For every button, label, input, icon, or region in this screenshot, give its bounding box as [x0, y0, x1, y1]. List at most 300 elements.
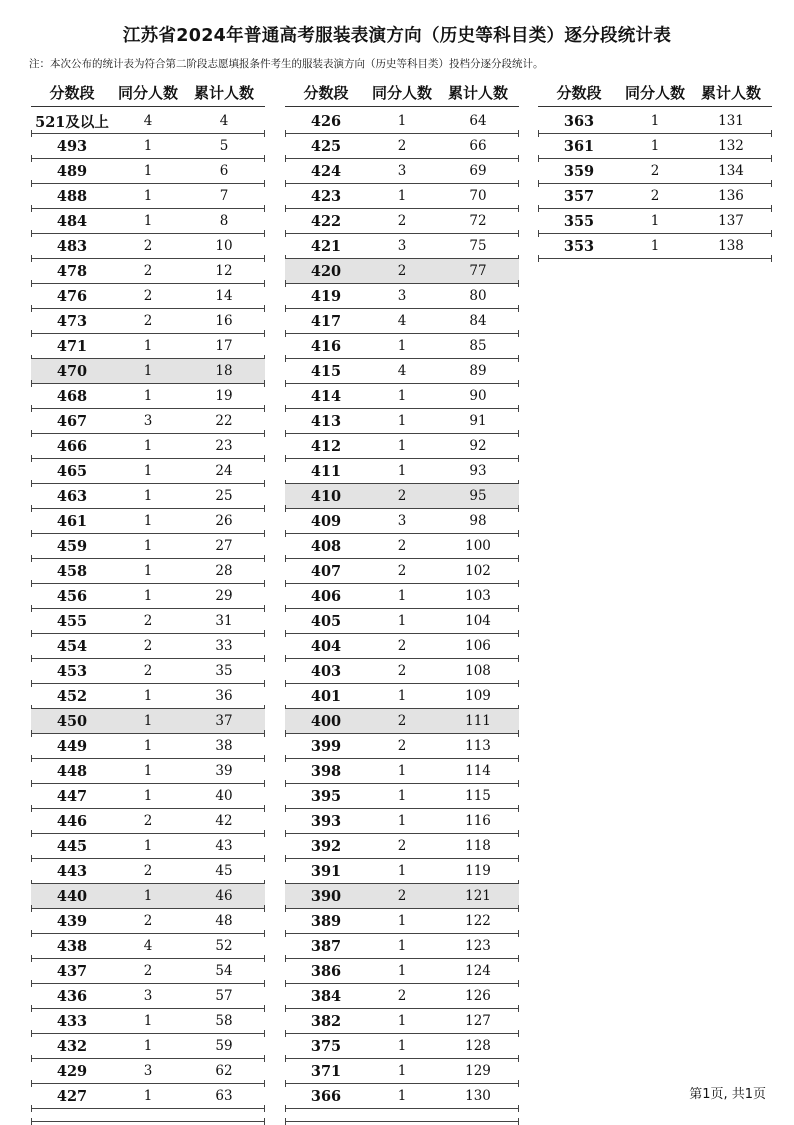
score-cell: 458 [56, 562, 88, 580]
same-count-cell: 1 [143, 488, 153, 504]
table-row [285, 384, 519, 409]
table-column-1 [31, 78, 265, 1122]
cumulative-cell: 10 [215, 238, 233, 254]
table-row [31, 334, 265, 359]
same-count-cell: 1 [397, 1038, 407, 1054]
cumulative-cell: 6 [219, 163, 229, 179]
score-cell: 447 [56, 787, 88, 805]
cumulative-cell: 42 [215, 813, 233, 829]
table-row [31, 259, 265, 284]
table-row [31, 984, 265, 1009]
header-cumulative: 累计人数 [193, 83, 254, 102]
cumulative-cell: 137 [718, 213, 744, 229]
score-cell: 488 [56, 187, 88, 205]
cumulative-cell: 102 [465, 563, 491, 579]
score-cell: 420 [310, 262, 342, 280]
header-score: 分数段 [556, 83, 602, 102]
cumulative-cell: 128 [465, 1038, 491, 1054]
score-cell: 410 [310, 487, 342, 505]
same-count-cell: 1 [143, 838, 153, 854]
table-row [285, 159, 519, 184]
table-row [285, 309, 519, 334]
header-same-count: 同分人数 [371, 83, 432, 102]
same-count-cell: 2 [143, 663, 153, 679]
same-count-cell: 2 [397, 488, 407, 504]
same-count-cell: 1 [397, 1063, 407, 1079]
score-cell: 392 [310, 837, 342, 855]
score-cell: 493 [56, 137, 88, 155]
same-count-cell: 1 [397, 863, 407, 879]
table-row [538, 134, 772, 159]
table-row [31, 1034, 265, 1059]
same-count-cell: 1 [143, 538, 153, 554]
cumulative-cell: 75 [469, 238, 487, 254]
same-count-cell: 2 [397, 838, 407, 854]
same-count-cell: 1 [397, 913, 407, 929]
score-cell: 355 [563, 212, 595, 230]
cumulative-cell: 27 [215, 538, 233, 554]
table-row [31, 309, 265, 334]
score-cell: 429 [56, 1062, 88, 1080]
same-count-cell: 1 [143, 138, 153, 154]
score-cell: 445 [56, 837, 88, 855]
score-cell: 391 [310, 862, 342, 880]
score-cell: 359 [563, 162, 595, 180]
cumulative-cell: 100 [465, 538, 491, 554]
score-cell: 449 [56, 737, 88, 755]
table-row [31, 659, 265, 684]
table-row [31, 184, 265, 209]
table-row [285, 609, 519, 634]
table-row [31, 359, 265, 384]
cumulative-cell: 104 [465, 613, 491, 629]
table-row [31, 734, 265, 759]
cumulative-cell: 23 [215, 438, 233, 454]
same-count-cell: 3 [397, 513, 407, 529]
score-cell: 411 [310, 462, 342, 480]
cumulative-cell: 54 [215, 963, 233, 979]
same-count-cell: 1 [143, 763, 153, 779]
same-count-cell: 2 [397, 138, 407, 154]
same-count-cell: 1 [143, 1013, 153, 1029]
table-row [31, 284, 265, 309]
table-row [31, 409, 265, 434]
same-count-cell: 1 [143, 338, 153, 354]
table-row [31, 459, 265, 484]
score-cell: 467 [56, 412, 88, 430]
cumulative-cell: 59 [215, 1038, 233, 1054]
same-count-cell: 2 [397, 663, 407, 679]
same-count-cell: 1 [143, 888, 153, 904]
same-count-cell: 1 [143, 788, 153, 804]
score-cell: 387 [310, 937, 342, 955]
table-rows [31, 109, 265, 1122]
cumulative-cell: 4 [219, 113, 229, 129]
score-cell: 448 [56, 762, 88, 780]
cumulative-cell: 64 [469, 113, 487, 129]
cumulative-cell: 109 [465, 688, 491, 704]
same-count-cell: 2 [143, 913, 153, 929]
same-count-cell: 1 [143, 738, 153, 754]
score-cell: 386 [310, 962, 342, 980]
same-count-cell: 1 [143, 688, 153, 704]
cumulative-cell: 33 [215, 638, 233, 654]
table-row [31, 109, 265, 134]
table-end-rule [31, 1109, 265, 1122]
table-row [538, 109, 772, 134]
cumulative-cell: 24 [215, 463, 233, 479]
cumulative-cell: 84 [469, 313, 487, 329]
same-count-cell: 1 [397, 613, 407, 629]
score-cell: 433 [56, 1012, 88, 1030]
score-cell: 468 [56, 387, 88, 405]
score-cell: 425 [310, 137, 342, 155]
cumulative-cell: 43 [215, 838, 233, 854]
table-row [31, 234, 265, 259]
table-row [31, 634, 265, 659]
score-cell: 371 [310, 1062, 342, 1080]
header-score: 分数段 [49, 83, 95, 102]
table-row [285, 809, 519, 834]
score-cell: 437 [56, 962, 88, 980]
table-end-rule [285, 1109, 519, 1122]
table-row [31, 584, 265, 609]
table-row [285, 784, 519, 809]
table-row [285, 459, 519, 484]
same-count-cell: 2 [143, 638, 153, 654]
table-row [31, 709, 265, 734]
same-count-cell: 2 [143, 613, 153, 629]
cumulative-cell: 58 [215, 1013, 233, 1029]
score-cell: 424 [310, 162, 342, 180]
same-count-cell: 2 [143, 263, 153, 279]
score-cell: 384 [310, 987, 342, 1005]
cumulative-cell: 89 [469, 363, 487, 379]
table-row [285, 234, 519, 259]
table-row [31, 809, 265, 834]
score-cell: 476 [56, 287, 88, 305]
cumulative-cell: 7 [219, 188, 229, 204]
same-count-cell: 1 [397, 413, 407, 429]
same-count-cell: 1 [397, 1088, 407, 1104]
cumulative-cell: 31 [215, 613, 233, 629]
same-count-cell: 1 [143, 463, 153, 479]
table-row [31, 534, 265, 559]
same-count-cell: 2 [397, 638, 407, 654]
cumulative-cell: 18 [215, 363, 233, 379]
cumulative-cell: 38 [215, 738, 233, 754]
same-count-cell: 2 [143, 863, 153, 879]
score-cell: 366 [310, 1087, 342, 1105]
table-row [538, 159, 772, 184]
score-cell: 395 [310, 787, 342, 805]
cumulative-cell: 48 [215, 913, 233, 929]
same-count-cell: 1 [397, 813, 407, 829]
cumulative-cell: 113 [465, 738, 491, 754]
same-count-cell: 1 [143, 388, 153, 404]
score-cell: 408 [310, 537, 342, 555]
same-count-cell: 4 [143, 938, 153, 954]
table-row [285, 959, 519, 984]
cumulative-cell: 118 [465, 838, 491, 854]
cumulative-cell: 108 [465, 663, 491, 679]
table-row [31, 834, 265, 859]
cumulative-cell: 95 [469, 488, 487, 504]
score-cell: 382 [310, 1012, 342, 1030]
score-cell: 446 [56, 812, 88, 830]
same-count-cell: 1 [143, 363, 153, 379]
score-cell: 393 [310, 812, 342, 830]
header-cumulative: 累计人数 [447, 83, 508, 102]
cumulative-cell: 37 [215, 713, 233, 729]
table-row [285, 509, 519, 534]
same-count-cell: 1 [143, 438, 153, 454]
same-count-cell: 1 [397, 463, 407, 479]
score-cell: 404 [310, 637, 342, 655]
cumulative-cell: 130 [465, 1088, 491, 1104]
table-rows [538, 109, 772, 259]
cumulative-cell: 39 [215, 763, 233, 779]
cumulative-cell: 134 [718, 163, 744, 179]
score-cell: 412 [310, 437, 342, 455]
table-row [285, 709, 519, 734]
table-row [31, 784, 265, 809]
score-cell: 459 [56, 537, 88, 555]
score-cell: 406 [310, 587, 342, 605]
table-row [285, 984, 519, 1009]
score-cell: 400 [310, 712, 342, 730]
cumulative-cell: 138 [718, 238, 744, 254]
score-cell: 375 [310, 1037, 342, 1055]
table-row [285, 359, 519, 384]
table-row [31, 209, 265, 234]
cumulative-cell: 103 [465, 588, 491, 604]
cumulative-cell: 25 [215, 488, 233, 504]
score-cell: 478 [56, 262, 88, 280]
same-count-cell: 1 [143, 563, 153, 579]
score-cell: 403 [310, 662, 342, 680]
table-row [31, 509, 265, 534]
score-cell: 407 [310, 562, 342, 580]
score-cell: 416 [310, 337, 342, 355]
cumulative-cell: 26 [215, 513, 233, 529]
cumulative-cell: 70 [469, 188, 487, 204]
cumulative-cell: 136 [718, 188, 744, 204]
same-count-cell: 1 [397, 1013, 407, 1029]
cumulative-cell: 29 [215, 588, 233, 604]
score-cell: 409 [310, 512, 342, 530]
cumulative-cell: 80 [469, 288, 487, 304]
table-row [285, 909, 519, 934]
cumulative-cell: 98 [469, 513, 487, 529]
score-cell: 470 [56, 362, 88, 380]
score-cell: 401 [310, 687, 342, 705]
same-count-cell: 2 [143, 963, 153, 979]
table-row [538, 209, 772, 234]
same-count-cell: 1 [397, 788, 407, 804]
same-count-cell: 1 [397, 113, 407, 129]
table-row [31, 609, 265, 634]
same-count-cell: 1 [143, 163, 153, 179]
table-row [538, 184, 772, 209]
cumulative-cell: 19 [215, 388, 233, 404]
same-count-cell: 1 [397, 763, 407, 779]
score-cell: 484 [56, 212, 88, 230]
table-row [285, 259, 519, 284]
table-row [538, 234, 772, 259]
cumulative-cell: 122 [465, 913, 491, 929]
score-cell: 413 [310, 412, 342, 430]
score-cell: 436 [56, 987, 88, 1005]
table-row [285, 584, 519, 609]
page-number: 第1页, 共1页 [689, 1087, 766, 1102]
score-cell: 483 [56, 237, 88, 255]
table-header [31, 78, 265, 107]
table-row [285, 534, 519, 559]
same-count-cell: 1 [143, 588, 153, 604]
same-count-cell: 1 [650, 113, 660, 129]
cumulative-cell: 119 [465, 863, 491, 879]
cumulative-cell: 22 [215, 413, 233, 429]
score-cell: 450 [56, 712, 88, 730]
score-cell: 357 [563, 187, 595, 205]
cumulative-cell: 14 [215, 288, 233, 304]
same-count-cell: 3 [397, 238, 407, 254]
cumulative-cell: 28 [215, 563, 233, 579]
table-row [285, 684, 519, 709]
same-count-cell: 1 [397, 438, 407, 454]
table-row [31, 684, 265, 709]
same-count-cell: 1 [143, 1038, 153, 1054]
same-count-cell: 1 [397, 963, 407, 979]
same-count-cell: 2 [650, 163, 660, 179]
cumulative-cell: 121 [465, 888, 491, 904]
same-count-cell: 2 [397, 563, 407, 579]
table-row [285, 109, 519, 134]
table-header [538, 78, 772, 107]
same-count-cell: 2 [397, 988, 407, 1004]
table-row [285, 1084, 519, 1109]
cumulative-cell: 46 [215, 888, 233, 904]
header-same-count: 同分人数 [624, 83, 685, 102]
score-cell: 521及以上 [35, 113, 109, 131]
table-row [285, 759, 519, 784]
table-row [285, 1034, 519, 1059]
table-row [285, 134, 519, 159]
score-cell: 419 [310, 287, 342, 305]
same-count-cell: 2 [650, 188, 660, 204]
cumulative-cell: 16 [215, 313, 233, 329]
same-count-cell: 1 [397, 188, 407, 204]
cumulative-cell: 45 [215, 863, 233, 879]
cumulative-cell: 111 [465, 713, 491, 729]
table-row [31, 1084, 265, 1109]
same-count-cell: 4 [143, 113, 153, 129]
score-cell: 452 [56, 687, 88, 705]
score-cell: 440 [56, 887, 88, 905]
table-row [31, 909, 265, 934]
score-cell: 427 [56, 1087, 88, 1105]
page-title: 江苏省2024年普通高考服装表演方向（历史等科目类）逐分段统计表 [122, 26, 672, 46]
score-cell: 422 [310, 212, 342, 230]
cumulative-cell: 85 [469, 338, 487, 354]
table-row [285, 1059, 519, 1084]
header-cumulative: 累计人数 [700, 83, 761, 102]
cumulative-cell: 114 [465, 763, 491, 779]
cumulative-cell: 131 [718, 113, 744, 129]
table-row [31, 1009, 265, 1034]
score-cell: 455 [56, 612, 88, 630]
cumulative-cell: 35 [215, 663, 233, 679]
cumulative-cell: 91 [469, 413, 487, 429]
cumulative-cell: 5 [219, 138, 229, 154]
cumulative-cell: 126 [465, 988, 491, 1004]
cumulative-cell: 90 [469, 388, 487, 404]
cumulative-cell: 12 [215, 263, 233, 279]
table-row [285, 834, 519, 859]
same-count-cell: 3 [143, 1063, 153, 1079]
table-column-3 [538, 78, 772, 259]
same-count-cell: 2 [397, 738, 407, 754]
same-count-cell: 3 [143, 413, 153, 429]
cumulative-cell: 124 [465, 963, 491, 979]
score-cell: 461 [56, 512, 88, 530]
header-same-count: 同分人数 [117, 83, 178, 102]
same-count-cell: 2 [143, 288, 153, 304]
same-count-cell: 1 [143, 713, 153, 729]
score-cell: 489 [56, 162, 88, 180]
same-count-cell: 2 [397, 213, 407, 229]
cumulative-cell: 116 [465, 813, 491, 829]
same-count-cell: 3 [143, 988, 153, 1004]
cumulative-cell: 36 [215, 688, 233, 704]
same-count-cell: 2 [397, 538, 407, 554]
same-count-cell: 1 [650, 138, 660, 154]
score-cell: 426 [310, 112, 342, 130]
table-row [285, 209, 519, 234]
table-row [285, 884, 519, 909]
score-cell: 456 [56, 587, 88, 605]
table-row [285, 559, 519, 584]
cumulative-cell: 72 [469, 213, 487, 229]
score-cell: 414 [310, 387, 342, 405]
table-row [285, 409, 519, 434]
table-row [31, 384, 265, 409]
same-count-cell: 1 [143, 513, 153, 529]
cumulative-cell: 63 [215, 1088, 233, 1104]
score-cell: 439 [56, 912, 88, 930]
same-count-cell: 2 [143, 238, 153, 254]
score-cell: 454 [56, 637, 88, 655]
same-count-cell: 1 [650, 213, 660, 229]
cumulative-cell: 52 [215, 938, 233, 954]
table-row [31, 934, 265, 959]
score-cell: 399 [310, 737, 342, 755]
table-row [285, 434, 519, 459]
score-cell: 432 [56, 1037, 88, 1055]
same-count-cell: 2 [397, 263, 407, 279]
score-cell: 463 [56, 487, 88, 505]
table-row [285, 859, 519, 884]
header-score: 分数段 [303, 83, 349, 102]
same-count-cell: 1 [143, 1088, 153, 1104]
score-cell: 415 [310, 362, 342, 380]
cumulative-cell: 40 [215, 788, 233, 804]
same-count-cell: 2 [143, 313, 153, 329]
score-cell: 390 [310, 887, 342, 905]
same-count-cell: 4 [397, 313, 407, 329]
cumulative-cell: 127 [465, 1013, 491, 1029]
